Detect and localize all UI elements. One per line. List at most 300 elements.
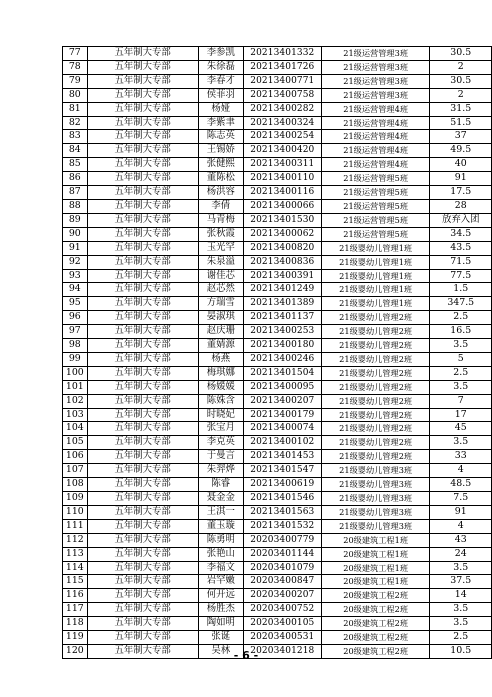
- student-id: 20213401532: [243, 519, 321, 533]
- student-name: 陶如明: [198, 617, 243, 631]
- table-row: [63, 60, 492, 74]
- table-row: [63, 352, 492, 366]
- row-number: 110: [63, 505, 88, 519]
- student-id: 20213401563: [243, 505, 321, 519]
- department-cell: 五年制大专部: [87, 519, 198, 533]
- score-cell: 17.5: [430, 186, 492, 200]
- score-cell: 2: [430, 60, 492, 74]
- department-cell: 五年制大专部: [87, 603, 198, 617]
- student-id: 20213401137: [243, 311, 321, 325]
- row-number: 115: [63, 575, 88, 589]
- student-name: 谢佳芯: [198, 269, 243, 283]
- student-name: 赵庆珊: [198, 325, 243, 339]
- table-row: [63, 213, 492, 227]
- student-id: 20213400282: [243, 102, 321, 116]
- class-name: 20级建筑工程1班: [321, 575, 430, 589]
- row-number: 106: [63, 450, 88, 464]
- student-name: 张秋霞: [198, 227, 243, 241]
- department-cell: 五年制大专部: [87, 60, 198, 74]
- table-row: [63, 74, 492, 88]
- score-cell: 33: [430, 450, 492, 464]
- class-name: 21级婴幼儿管理1班: [321, 269, 430, 283]
- student-name: 马青梅: [198, 213, 243, 227]
- row-number: 77: [63, 47, 88, 61]
- table-row: [63, 227, 492, 241]
- table-row: [63, 575, 492, 589]
- student-id: 20213400836: [243, 255, 321, 269]
- department-cell: 五年制大专部: [87, 227, 198, 241]
- class-name: 21级运营管理3班: [321, 47, 430, 61]
- table-row: [63, 603, 492, 617]
- student-name: 朱泉溢: [198, 255, 243, 269]
- student-name: 陈勇明: [198, 533, 243, 547]
- student-id: 20203400847: [243, 575, 321, 589]
- class-name: 21级婴幼儿管理2班: [321, 436, 430, 450]
- class-name: 21级婴幼儿管理2班: [321, 352, 430, 366]
- class-name: 21级婴幼儿管理3班: [321, 505, 430, 519]
- class-name: 21级婴幼儿管理1班: [321, 297, 430, 311]
- student-id: 20203401079: [243, 561, 321, 575]
- table-row: [63, 478, 492, 492]
- department-cell: 五年制大专部: [87, 366, 198, 380]
- table-row: [63, 186, 492, 200]
- student-id: 20213401504: [243, 366, 321, 380]
- row-number: 100: [63, 366, 88, 380]
- student-name: 董婧源: [198, 339, 243, 353]
- student-name: 朱徐磊: [198, 60, 243, 74]
- class-name: 21级婴幼儿管理3班: [321, 519, 430, 533]
- department-cell: 五年制大专部: [87, 617, 198, 631]
- student-id: 20213401389: [243, 297, 321, 311]
- class-name: 21级婴幼儿管理3班: [321, 464, 430, 478]
- table-row: [63, 116, 492, 130]
- class-name: 21级运营管理5班: [321, 186, 430, 200]
- department-cell: 五年制大专部: [87, 547, 198, 561]
- student-id: 20203400105: [243, 617, 321, 631]
- department-cell: 五年制大专部: [87, 505, 198, 519]
- department-cell: 五年制大专部: [87, 144, 198, 158]
- student-name: 李福文: [198, 561, 243, 575]
- class-name: 20级建筑工程1班: [321, 533, 430, 547]
- score-cell: 2.5: [430, 311, 492, 325]
- student-id: 20203401218: [243, 644, 321, 658]
- score-cell: 10.5: [430, 644, 492, 658]
- student-id: 20213400074: [243, 422, 321, 436]
- table-row: [63, 533, 492, 547]
- department-cell: 五年制大专部: [87, 352, 198, 366]
- table-row: [63, 394, 492, 408]
- student-id: 20213400207: [243, 394, 321, 408]
- table-row: [63, 450, 492, 464]
- class-name: 20级建筑工程2班: [321, 589, 430, 603]
- student-name: 何开远: [198, 589, 243, 603]
- student-name: 赵芯然: [198, 283, 243, 297]
- student-name: 杨媛媛: [198, 380, 243, 394]
- student-name: 张宝月: [198, 422, 243, 436]
- student-id: 20213400311: [243, 158, 321, 172]
- department-cell: 五年制大专部: [87, 339, 198, 353]
- student-id: 20213400180: [243, 339, 321, 353]
- table-row: [63, 519, 492, 533]
- score-cell: 2.5: [430, 366, 492, 380]
- department-cell: 五年制大专部: [87, 88, 198, 102]
- student-id: 20213400062: [243, 227, 321, 241]
- student-name: 杨洪容: [198, 186, 243, 200]
- department-cell: 五年制大专部: [87, 380, 198, 394]
- student-id: 20203400752: [243, 603, 321, 617]
- department-cell: 五年制大专部: [87, 408, 198, 422]
- row-number: 82: [63, 116, 88, 130]
- table-row: [63, 102, 492, 116]
- score-cell: 30.5: [430, 74, 492, 88]
- score-cell: 49.5: [430, 144, 492, 158]
- row-number: 114: [63, 561, 88, 575]
- row-number: 91: [63, 241, 88, 255]
- department-cell: 五年制大专部: [87, 311, 198, 325]
- score-cell: 28: [430, 199, 492, 213]
- department-cell: 五年制大专部: [87, 394, 198, 408]
- table-row: [63, 269, 492, 283]
- table-row: [63, 464, 492, 478]
- row-number: 80: [63, 88, 88, 102]
- row-number: 97: [63, 325, 88, 339]
- student-id: 20213400420: [243, 144, 321, 158]
- row-number: 92: [63, 255, 88, 269]
- score-cell: 30.5: [430, 47, 492, 61]
- student-id: 20213401726: [243, 60, 321, 74]
- score-cell: 77.5: [430, 269, 492, 283]
- student-name: 侯菲羽: [198, 88, 243, 102]
- score-cell: 347.5: [430, 297, 492, 311]
- class-name: 21级婴幼儿管理2班: [321, 408, 430, 422]
- score-cell: 31.5: [430, 102, 492, 116]
- row-number: 95: [63, 297, 88, 311]
- row-number: 103: [63, 408, 88, 422]
- student-name: 王淇一: [198, 505, 243, 519]
- score-cell: 24: [430, 547, 492, 561]
- row-number: 105: [63, 436, 88, 450]
- student-id: 20213400179: [243, 408, 321, 422]
- department-cell: 五年制大专部: [87, 450, 198, 464]
- student-id: 20213401332: [243, 47, 321, 61]
- score-cell: 2.5: [430, 631, 492, 645]
- student-id: 20203401144: [243, 547, 321, 561]
- table-row: [63, 325, 492, 339]
- student-id: 20213400820: [243, 241, 321, 255]
- score-cell: 34.5: [430, 227, 492, 241]
- class-name: 21级运营管理5班: [321, 199, 430, 213]
- department-cell: 五年制大专部: [87, 213, 198, 227]
- student-id: 20213400246: [243, 352, 321, 366]
- table-row: [63, 158, 492, 172]
- score-cell: 4: [430, 519, 492, 533]
- class-name: 21级婴幼儿管理2班: [321, 380, 430, 394]
- student-id: 20213400254: [243, 130, 321, 144]
- row-number: 78: [63, 60, 88, 74]
- department-cell: 五年制大专部: [87, 575, 198, 589]
- department-cell: 五年制大专部: [87, 533, 198, 547]
- student-name: 董陈松: [198, 172, 243, 186]
- department-cell: 五年制大专部: [87, 436, 198, 450]
- score-cell: 40: [430, 158, 492, 172]
- table-row: [63, 366, 492, 380]
- row-number: 86: [63, 172, 88, 186]
- class-name: 21级运营管理4班: [321, 144, 430, 158]
- student-id: 20213400771: [243, 74, 321, 88]
- score-cell: 4: [430, 464, 492, 478]
- table-row: [63, 199, 492, 213]
- table-row: [63, 144, 492, 158]
- class-name: 21级运营管理3班: [321, 74, 430, 88]
- score-cell: 16.5: [430, 325, 492, 339]
- department-cell: 五年制大专部: [87, 589, 198, 603]
- department-cell: 五年制大专部: [87, 255, 198, 269]
- department-cell: 五年制大专部: [87, 478, 198, 492]
- score-cell: 71.5: [430, 255, 492, 269]
- row-number: 89: [63, 213, 88, 227]
- table-row: [63, 297, 492, 311]
- student-name: 张诞: [198, 631, 243, 645]
- row-number: 118: [63, 617, 88, 631]
- class-name: 21级运营管理4班: [321, 102, 430, 116]
- class-name: 21级婴幼儿管理2班: [321, 450, 430, 464]
- student-id: 20213401530: [243, 213, 321, 227]
- table-row: [63, 47, 492, 61]
- class-name: 21级婴幼儿管理2班: [321, 394, 430, 408]
- class-name: 20级建筑工程2班: [321, 631, 430, 645]
- class-name: 20级建筑工程2班: [321, 617, 430, 631]
- student-name: 杨胜杰: [198, 603, 243, 617]
- student-name: 时晓妃: [198, 408, 243, 422]
- score-cell: 43.5: [430, 241, 492, 255]
- department-cell: 五年制大专部: [87, 269, 198, 283]
- student-name: 晏淑琪: [198, 311, 243, 325]
- class-name: 21级婴幼儿管理2班: [321, 311, 430, 325]
- score-cell: 3.5: [430, 561, 492, 575]
- score-cell: 3.5: [430, 617, 492, 631]
- score-cell: 放弃入团: [430, 213, 492, 227]
- student-name: 杨娅: [198, 102, 243, 116]
- student-id: 20213400095: [243, 380, 321, 394]
- student-name: 杨燕: [198, 352, 243, 366]
- student-id: 20203400531: [243, 631, 321, 645]
- student-id: 20213401547: [243, 464, 321, 478]
- score-cell: 3.5: [430, 380, 492, 394]
- class-name: 21级运营管理3班: [321, 88, 430, 102]
- row-number: 96: [63, 311, 88, 325]
- table-row: [63, 505, 492, 519]
- department-cell: 五年制大专部: [87, 241, 198, 255]
- department-cell: 五年制大专部: [87, 283, 198, 297]
- student-name: 梅琪娜: [198, 366, 243, 380]
- department-cell: 五年制大专部: [87, 158, 198, 172]
- class-name: 21级运营管理5班: [321, 227, 430, 241]
- score-cell: 91: [430, 172, 492, 186]
- score-cell: 3.5: [430, 339, 492, 353]
- student-name: 董玉璇: [198, 519, 243, 533]
- row-number: 111: [63, 519, 88, 533]
- class-name: 20级建筑工程1班: [321, 561, 430, 575]
- department-cell: 五年制大专部: [87, 561, 198, 575]
- department-cell: 五年制大专部: [87, 102, 198, 116]
- table-row: [63, 617, 492, 631]
- score-cell: 14: [430, 589, 492, 603]
- row-number: 90: [63, 227, 88, 241]
- row-number: 85: [63, 158, 88, 172]
- row-number: 113: [63, 547, 88, 561]
- table-row: [63, 172, 492, 186]
- score-cell: 43: [430, 533, 492, 547]
- row-number: 116: [63, 589, 88, 603]
- student-name: 朱羿烨: [198, 464, 243, 478]
- row-number: 120: [63, 644, 88, 658]
- department-cell: 五年制大专部: [87, 492, 198, 506]
- student-name: 李紫聿: [198, 116, 243, 130]
- row-number: 102: [63, 394, 88, 408]
- table-row: [63, 241, 492, 255]
- student-name: 李克英: [198, 436, 243, 450]
- score-cell: 37: [430, 130, 492, 144]
- department-cell: 五年制大专部: [87, 47, 198, 61]
- score-cell: 45: [430, 422, 492, 436]
- class-name: 21级运营管理5班: [321, 213, 430, 227]
- department-cell: 五年制大专部: [87, 186, 198, 200]
- score-cell: 48.5: [430, 478, 492, 492]
- table-row: [63, 408, 492, 422]
- student-name: 陈志英: [198, 130, 243, 144]
- student-id: 20213400619: [243, 478, 321, 492]
- table-row: [63, 339, 492, 353]
- department-cell: 五年制大专部: [87, 172, 198, 186]
- department-cell: 五年制大专部: [87, 644, 198, 658]
- student-id: 20213401249: [243, 283, 321, 297]
- department-cell: 五年制大专部: [87, 422, 198, 436]
- table-row: [63, 88, 492, 102]
- student-id: 20213400116: [243, 186, 321, 200]
- row-number: 108: [63, 478, 88, 492]
- table-row: [63, 130, 492, 144]
- student-id: 20213400758: [243, 88, 321, 102]
- class-name: 21级运营管理4班: [321, 116, 430, 130]
- score-cell: 37.5: [430, 575, 492, 589]
- class-name: 21级婴幼儿管理3班: [321, 492, 430, 506]
- student-name: 聂金金: [198, 492, 243, 506]
- score-cell: 5: [430, 352, 492, 366]
- row-number: 81: [63, 102, 88, 116]
- class-name: 21级运营管理3班: [321, 60, 430, 74]
- row-number: 79: [63, 74, 88, 88]
- student-name: 陈姝含: [198, 394, 243, 408]
- student-id: 20213400324: [243, 116, 321, 130]
- student-id: 20213400391: [243, 269, 321, 283]
- class-name: 21级婴幼儿管理2班: [321, 366, 430, 380]
- table-row: [63, 561, 492, 575]
- table-row: [63, 436, 492, 450]
- class-name: 20级建筑工程2班: [321, 644, 430, 658]
- student-name: 李春才: [198, 74, 243, 88]
- student-id: 20203400779: [243, 533, 321, 547]
- row-number: 84: [63, 144, 88, 158]
- class-name: 21级婴幼儿管理2班: [321, 325, 430, 339]
- class-name: 21级运营管理4班: [321, 130, 430, 144]
- score-cell: 17: [430, 408, 492, 422]
- row-number: 93: [63, 269, 88, 283]
- row-number: 104: [63, 422, 88, 436]
- row-number: 112: [63, 533, 88, 547]
- student-id: 20213401453: [243, 450, 321, 464]
- department-cell: 五年制大专部: [87, 631, 198, 645]
- student-id: 20213400110: [243, 172, 321, 186]
- student-id: 20213400102: [243, 436, 321, 450]
- student-name: 岩罕嫩: [198, 575, 243, 589]
- department-cell: 五年制大专部: [87, 116, 198, 130]
- student-name: 李倩: [198, 199, 243, 213]
- row-number: 99: [63, 352, 88, 366]
- class-name: 20级建筑工程2班: [321, 603, 430, 617]
- student-id: 20213400066: [243, 199, 321, 213]
- table-row: [63, 631, 492, 645]
- class-name: 21级婴幼儿管理2班: [321, 422, 430, 436]
- student-name: 方瑞雪: [198, 297, 243, 311]
- score-cell: 51.5: [430, 116, 492, 130]
- student-name: 张健熙: [198, 158, 243, 172]
- student-id: 20213400253: [243, 325, 321, 339]
- score-cell: 3.5: [430, 436, 492, 450]
- score-cell: 2: [430, 88, 492, 102]
- table-row: [63, 283, 492, 297]
- department-cell: 五年制大专部: [87, 130, 198, 144]
- page-number: - 6 -: [233, 649, 259, 662]
- table-row: [63, 492, 492, 506]
- row-number: 109: [63, 492, 88, 506]
- row-number: 88: [63, 199, 88, 213]
- score-cell: 3.5: [430, 603, 492, 617]
- student-id: 20213401546: [243, 492, 321, 506]
- score-cell: 7.5: [430, 492, 492, 506]
- department-cell: 五年制大专部: [87, 74, 198, 88]
- table-row: [63, 311, 492, 325]
- table-row: [63, 422, 492, 436]
- class-name: 21级运营管理5班: [321, 172, 430, 186]
- class-name: 21级婴幼儿管理1班: [321, 241, 430, 255]
- class-name: 21级婴幼儿管理2班: [321, 339, 430, 353]
- row-number: 87: [63, 186, 88, 200]
- department-cell: 五年制大专部: [87, 464, 198, 478]
- table-row: [63, 589, 492, 603]
- row-number: 117: [63, 603, 88, 617]
- score-cell: 1.5: [430, 283, 492, 297]
- row-number: 101: [63, 380, 88, 394]
- student-name: 李参凯: [198, 47, 243, 61]
- row-number: 107: [63, 464, 88, 478]
- student-name: 王锡娇: [198, 144, 243, 158]
- department-cell: 五年制大专部: [87, 297, 198, 311]
- table-row: [63, 380, 492, 394]
- class-name: 21级婴幼儿管理1班: [321, 255, 430, 269]
- student-name: 玉光罕: [198, 241, 243, 255]
- class-name: 21级运营管理4班: [321, 158, 430, 172]
- student-table-body: [63, 47, 492, 659]
- row-number: 94: [63, 283, 88, 297]
- score-cell: 91: [430, 505, 492, 519]
- student-name: 于曼言: [198, 450, 243, 464]
- row-number: 119: [63, 631, 88, 645]
- student-table: [62, 46, 492, 659]
- table-row: [63, 255, 492, 269]
- score-cell: 7: [430, 394, 492, 408]
- student-name: 陈睿: [198, 478, 243, 492]
- student-name: 张艳山: [198, 547, 243, 561]
